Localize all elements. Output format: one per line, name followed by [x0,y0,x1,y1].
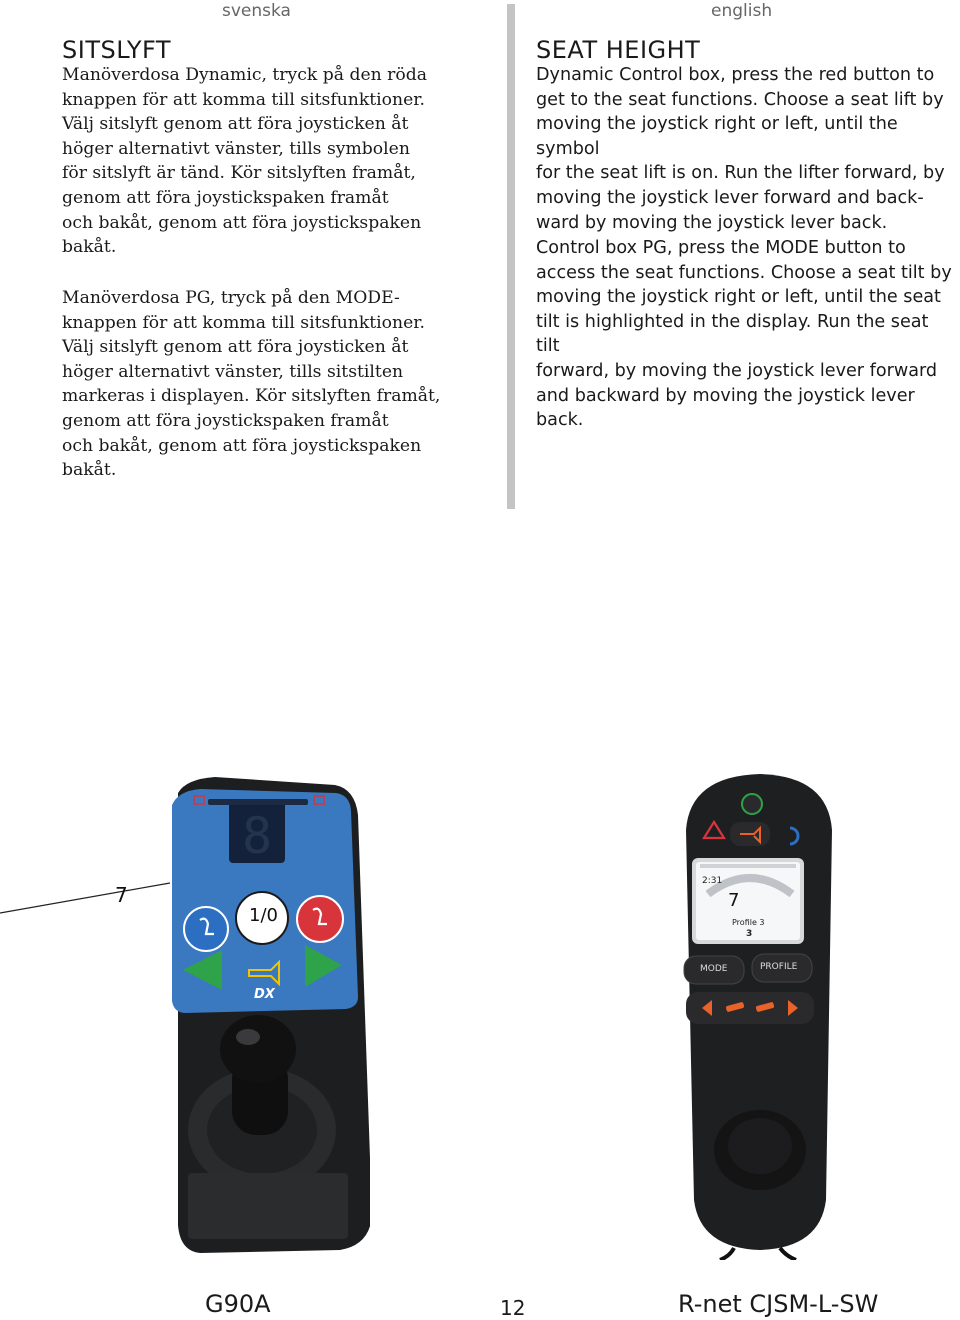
mode-button-label: MODE [700,964,728,974]
pg-controller-illustration [660,770,860,1260]
display-profile: Profile 3 [732,918,765,927]
heading-english: SEAT HEIGHT [536,36,701,64]
column-divider [507,4,515,509]
language-label-english: english [711,1,773,21]
callout-leader-line [0,883,170,913]
photo-dynamic-controller [0,775,370,1265]
power-button-label: 1/0 [249,905,278,926]
photo-pg-controller [660,770,860,1260]
footer-left-model: G90A [205,1290,271,1318]
joystick-knob [220,1015,296,1083]
profile-button-label: PROFILE [760,962,798,972]
page-number: 12 [500,1296,526,1320]
paragraph-swedish-pg: Manöverdosa PG, tryck på den MODE- knappen för att komma till sitsfunktioner. Välj sitslyft genom att föra joysticken åt höger alternativt vänster, tills sitstilten markeras i displayen. Kör sitslyften framåt, genom att föra joystickspaken framåt och bakåt, genom att föra joystickspaken bakåt. [62,288,441,481]
display-small-number: 3 [746,929,753,939]
brand-logo-text: DX [254,987,275,1002]
dynamic-controller-illustration [0,775,370,1265]
paragraph-swedish-dynamic: Manöverdosa Dynamic, tryck på den röda knappen för att komma till sitsfunktioner. Välj sitslyft genom att föra joysticken åt höger alternativt vänster, tills symbolen för sitslyft är tänd. Kör sitslyften framåt, genom att föra joystickspaken framåt och bakåt, genom att föra joystickspaken bakåt. [62,65,427,258]
language-label-swedish: svenska [222,1,291,21]
footer-right-model: R-net CJSM-L-SW [678,1290,879,1318]
pg-power-button [742,794,762,814]
paragraph-english-dynamic: Dynamic Control box, press the red button to get to the seat functions. Choose a seat lift by moving the joystick right or left, until the symbol for the seat lift is on. Run the lifter forward, by moving the joystick lever forward and back- ward by moving the joystick lever back. [536,65,945,233]
callout-number: 7 [115,883,128,907]
display-speed-number: 7 [728,890,740,911]
paragraph-english-pg: Control box PG, press the MODE button to access the seat functions. Choose a seat tilt by moving the joystick right or left, until the seat tilt is highlighted in the display. Run the seat tilt forward, by moving the joystick lever forward and backward by moving the joystick lever back. [536,238,952,431]
label-recess [188,1173,348,1239]
display-time: 2:31 [702,876,723,886]
svg-text:8: 8 [241,807,273,865]
heading-swedish: SITSLYFT [62,36,172,64]
